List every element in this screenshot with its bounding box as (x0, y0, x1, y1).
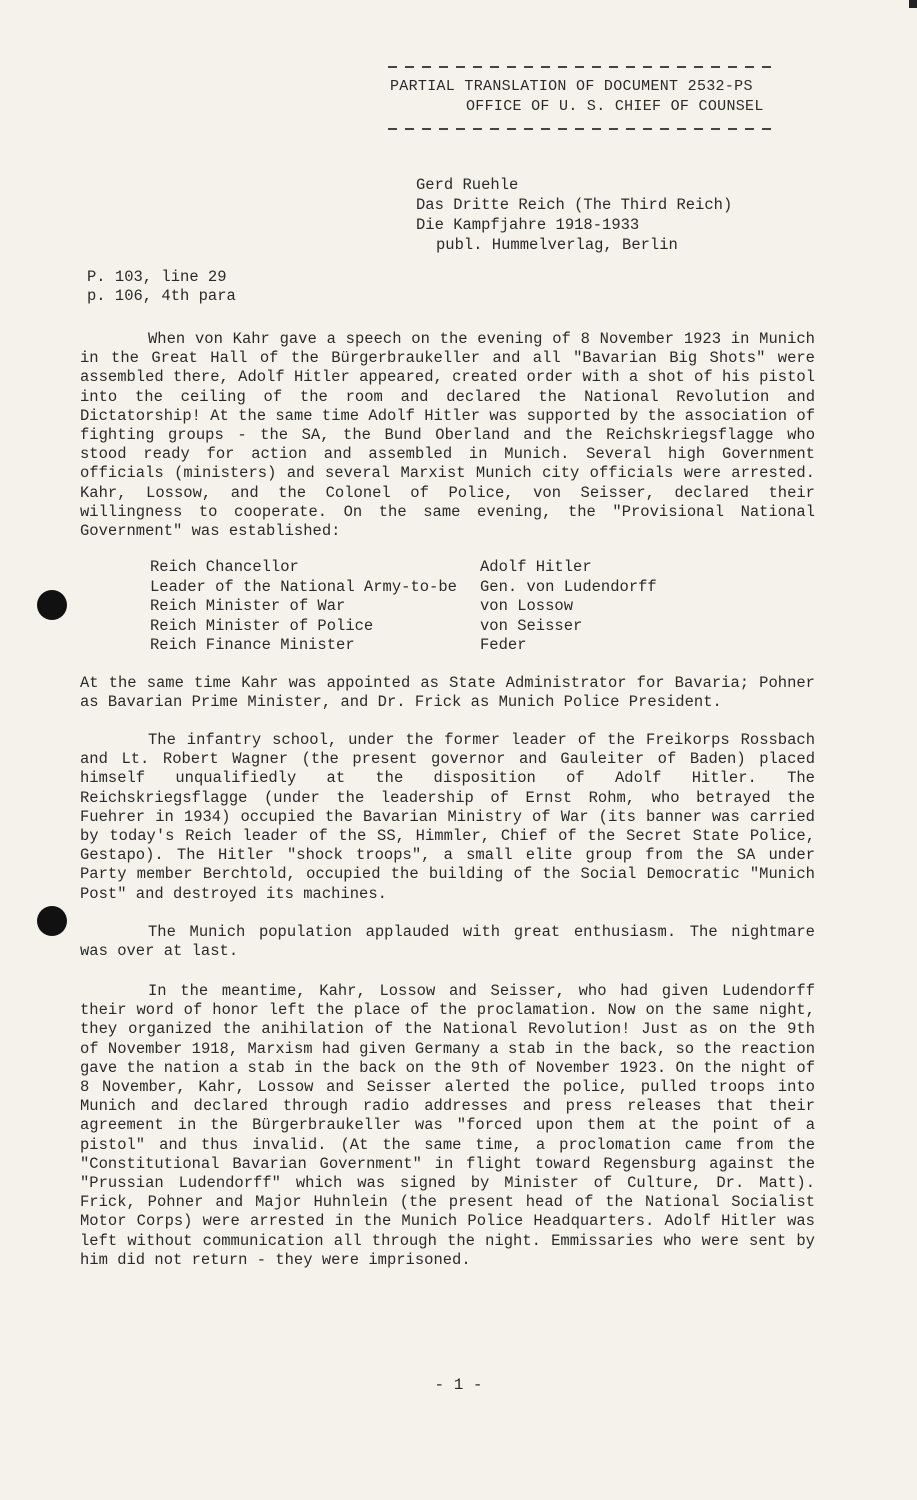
paragraph-betrayal: In the meantime, Kahr, Lossow and Seisser, who had given Ludendorff their word of honor left the place of the proclamation. Now on the same night, they organized the anihilation of the National Revolution! Just as on the 9th of November 1918, Marxism had given Germany a stab in the back, so the reaction gave the nation a stab in the back on the 9th of November 1923. On the night of 8 November, Kahr, Lossow and Seisser alerted the police, pulled troops into Munich and declared through radio addresses and press releases that their agreement in the Bürgerbraukeller was "forced upon them at the point of a pistol" and thus invalid. (At the same time, a proclomation came from the "Constitutional Bavarian Government" in flight toward Regensburg against the "Prussian Ludendorff" which was signed by Minister of Culture, Dr. Matt). Frick, Pohner and Major Huhnlein (the present head of the National Socialist Motor Corps) were arrested in the Munich Police Headquarters. Adolf Hitler was left without communication all through the night. Emmissaries who were sent by him did not return - they were imprisoned. (80, 982, 815, 1269)
source-title: Das Dritte Reich (The Third Reich) (416, 196, 733, 214)
punch-hole-bottom (37, 906, 67, 936)
government-row (150, 636, 657, 656)
header-rule-bottom (388, 128, 776, 130)
header-rule-top (388, 66, 776, 68)
government-office: Reich Finance Minister (150, 636, 355, 654)
source-author: Gerd Ruehle (416, 176, 519, 194)
page-number: - 1 - (434, 1376, 483, 1394)
government-office: Leader of the National Army-to-be (150, 577, 457, 596)
government-row (150, 578, 657, 598)
corner-mark (909, 0, 917, 8)
header-office: OFFICE OF U. S. CHIEF OF COUNSEL (466, 98, 764, 115)
paragraph-putsch-night: When von Kahr gave a speech on the evening of 8 November 1923 in Munich in the Great Hall of the Bürgerbraukeller and all "Bavarian Big Shots" were assembled there, Adolf Hitler appeared, created order with a shot of his pistol into the ceiling of the room and declared the National Revolution and Dictatorship! At the same time Adolf Hitler was supported by the association of fighting groups - the SA, the Bund Oberland and the Reichskriegsflagge who stood ready for action and assembled in Munich. Several high Government officials (ministers) and several Marxist Munich city officials were arrested. Kahr, Lossow, and the Colonel of Police, von Seisser, declared their willingness to cooperate. On the same evening, the "Provisional National Government" was established: (80, 330, 815, 541)
government-row (150, 597, 657, 617)
source-subtitle: Die Kampfjahre 1918-1933 (416, 216, 640, 234)
reference-1: P. 103, line 29 (87, 268, 227, 286)
page-references (87, 268, 236, 306)
punch-hole-top (37, 590, 67, 620)
government-person: Adolf Hitler (480, 558, 592, 576)
government-person: von Lossow (480, 597, 574, 615)
provisional-government-list (150, 558, 657, 656)
government-office: Reich Minister of Police (150, 616, 374, 635)
government-office: Reich Minister of War (150, 597, 346, 615)
government-person: Gen. von Ludendorff (480, 577, 657, 596)
source-citation (416, 175, 732, 255)
government-person: Feder (480, 636, 527, 654)
paragraph-infantry-school: The infantry school, under the former leader of the Freikorps Rossbach and Lt. Robert Wagner (the present governor and Gauleiter of Baden) placed himself unqualifiedly at the disposition of Adolf Hitler. The Reichskriegsflagge (under the leadership of Ernst Rohm, who betrayed the Fuehrer in 1934) occupied the Bavarian Ministry of War (its banner was carried by today's Reich leader of the SS, Himmler, Chief of the Secret State Police, Gestapo). The Hitler "shock troops", a small elite group from the SA under Party member Berchtold, occupied the building of the Social Democratic "Munich Post" and destroyed its machines. (80, 731, 815, 903)
paragraph-appointments: At the same time Kahr was appointed as State Administrator for Bavaria; Pohner as Bavarian Prime Minister, and Dr. Frick as Munich Police President. (80, 674, 815, 712)
government-row (150, 558, 657, 578)
government-person: von Seisser (480, 616, 583, 635)
source-publisher: publ. Hummelverlag, Berlin (436, 236, 678, 254)
reference-2: p. 106, 4th para (87, 287, 236, 305)
header-title: PARTIAL TRANSLATION OF DOCUMENT 2532-PS (390, 78, 753, 95)
paragraph-population: The Munich population applauded with great enthusiasm. The nightmare was over at last. (80, 923, 815, 961)
government-row (150, 617, 657, 637)
government-office: Reich Chancellor (150, 558, 299, 576)
